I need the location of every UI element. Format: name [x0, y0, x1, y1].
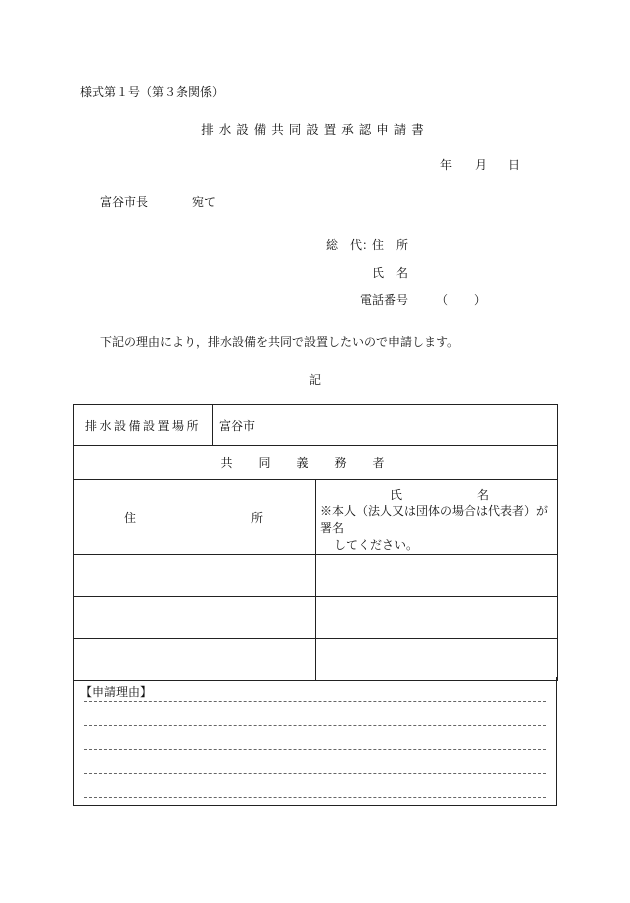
obligor-name-field[interactable] [316, 639, 558, 681]
reason-label: 【申請理由】 [80, 685, 153, 699]
reason-dotted-line [84, 725, 546, 726]
col-name-label-a: 氏 [390, 488, 403, 502]
col-name-label-b: 名 [477, 488, 490, 502]
col-address-label-b: 所 [250, 510, 263, 525]
obligors-heading: 共同義務者 [74, 446, 558, 480]
ki-label: 記 [308, 373, 321, 387]
obligor-name-field[interactable] [316, 597, 558, 639]
representative-phone-label: 電話番号 [360, 293, 409, 307]
date-month-label: 月 [475, 158, 488, 172]
obligor-address-field[interactable] [74, 639, 316, 681]
signature-note-line2: してください。 [334, 538, 419, 552]
obligors-table [73, 404, 558, 681]
obligor-row [74, 555, 558, 597]
obligor-name-field[interactable] [316, 555, 558, 597]
obligor-address-field[interactable] [74, 555, 316, 597]
col-address-header [74, 480, 316, 555]
reason-box[interactable] [73, 677, 557, 806]
location-row [74, 405, 558, 446]
signature-note-line1: ※本人（法人又は団体の場合は代表者）が署名 [320, 504, 549, 535]
form-title: 排水設備共同設置承認申請書 [201, 122, 429, 137]
reason-dotted-line [84, 701, 546, 702]
location-value-field[interactable]: 富谷市 [213, 405, 558, 446]
column-header-row [74, 480, 558, 555]
reason-dotted-line [84, 749, 546, 750]
obligor-address-field[interactable] [74, 597, 316, 639]
col-name-header [316, 480, 558, 555]
form-number-label: 様式第１号（第３条関係） [80, 85, 225, 99]
date-year-label: 年 [440, 158, 453, 172]
representative-prefix: 総 代： [326, 238, 375, 252]
phone-paren-open: （ [436, 293, 449, 307]
phone-paren-close: ） [474, 293, 487, 307]
obligor-row [74, 597, 558, 639]
addressee [100, 193, 216, 210]
location-label: 排水設備設置場所 [74, 405, 213, 446]
representative-name-label: 氏 名 [372, 266, 409, 280]
reason-dotted-line [84, 773, 546, 774]
representative-address-label: 住 所 [372, 238, 409, 252]
addressee-name: 富谷市長 [100, 195, 149, 209]
addressee-suffix: 宛て [192, 195, 217, 209]
intro-text: 下記の理由により，排水設備を共同で設置したいので申請します。 [100, 335, 460, 349]
reason-dotted-line [84, 797, 546, 798]
date-day-label: 日 [508, 158, 521, 172]
obligor-row [74, 639, 558, 681]
obligors-heading-row [74, 446, 558, 480]
col-address-label-a: 住 [124, 510, 137, 525]
